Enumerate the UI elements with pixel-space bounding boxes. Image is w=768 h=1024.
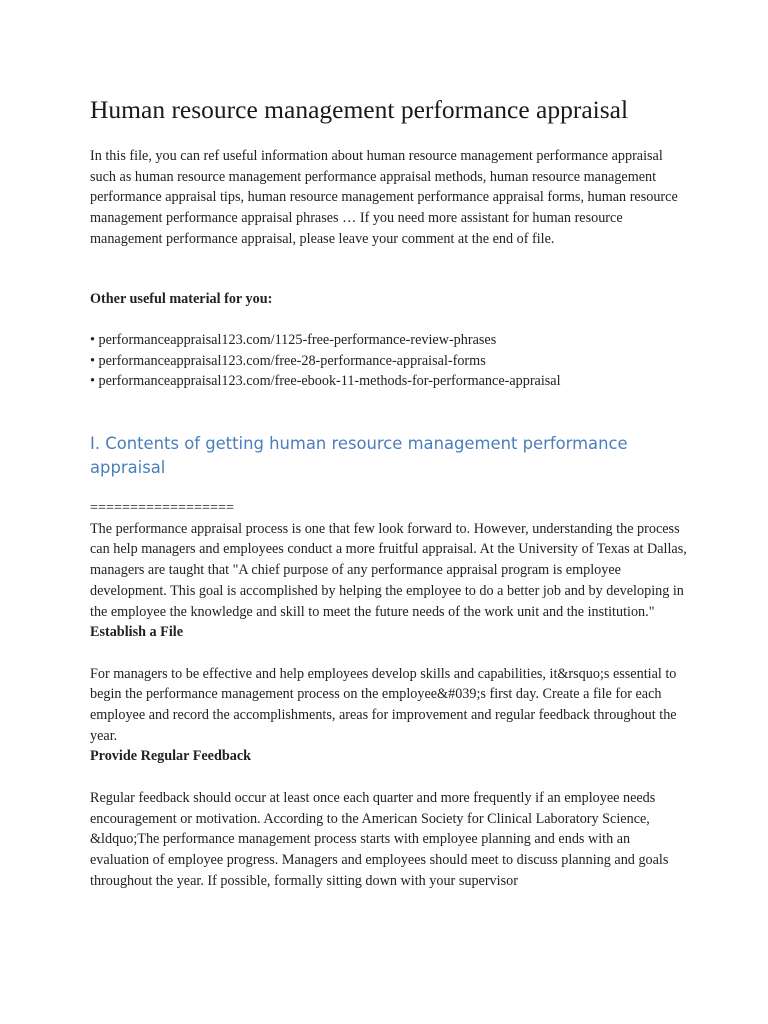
useful-link-item: • performanceappraisal123.com/1125-free-performance-review-phrases xyxy=(90,332,497,348)
subheading-establish-file: Establish a File xyxy=(90,624,184,641)
paragraph-gap xyxy=(90,767,688,788)
intro-paragraph: In this file, you can ref useful information about human resource management performance appraisal such as human resource management performance appraisal methods, human resource management performance appraisal tips, human resource management performance appraisal forms, human resource management performance appraisal phrases … If you need more assistant for human resource management performance appraisal, please leave your comment at the end of file. xyxy=(90,148,678,247)
section-heading: I. Contents of getting human resource management performance appraisal xyxy=(90,434,628,477)
useful-link-item: • performanceappraisal123.com/free-28-performance-appraisal-forms xyxy=(90,352,486,369)
useful-links-list xyxy=(90,330,561,392)
body-paragraph: For managers to be effective and help employees develop skills and capabilities, it&rsquo;s essential to begin the performance management process on the employee&#039;s first day. Create a file for each employee and record the accomplishments, areas for improvement and regular feedback throughout the year. xyxy=(90,665,677,744)
other-material-heading: Other useful material for you: xyxy=(90,291,273,307)
subheading-regular-feedback: Provide Regular Feedback xyxy=(90,748,252,765)
separator-line: ================== xyxy=(90,500,235,516)
body-paragraph: The performance appraisal process is one that few look forward to. However, understanding the process can help managers and employees conduct a more fruitful appraisal. At the University of Texas at Dallas, managers are taught that "A chief purpose of any performance appraisal program is employee development. This goal is accomplished by helping the employee to do a better job and by developing in the employee the knowledge and skill to meet the future needs of the work unit and the institution." xyxy=(90,520,687,620)
document-title: Human resource management performance appraisal xyxy=(90,95,629,124)
section-body xyxy=(90,498,688,891)
useful-link-item: • performanceappraisal123.com/free-ebook-11-methods-for-performance-appraisal xyxy=(90,373,561,390)
body-paragraph: Regular feedback should occur at least once each quarter and more frequently if an employee needs encouragement or motivation. According to the American Society for Clinical Laboratory Science, &ldquo;The performance management process starts with employee planning and ends with an evaluation of employee progress. Managers and employees should meet to discuss planning and goals throughout the year. If possible, formally sitting down with your supervisor xyxy=(90,789,669,889)
paragraph-gap xyxy=(90,643,688,664)
